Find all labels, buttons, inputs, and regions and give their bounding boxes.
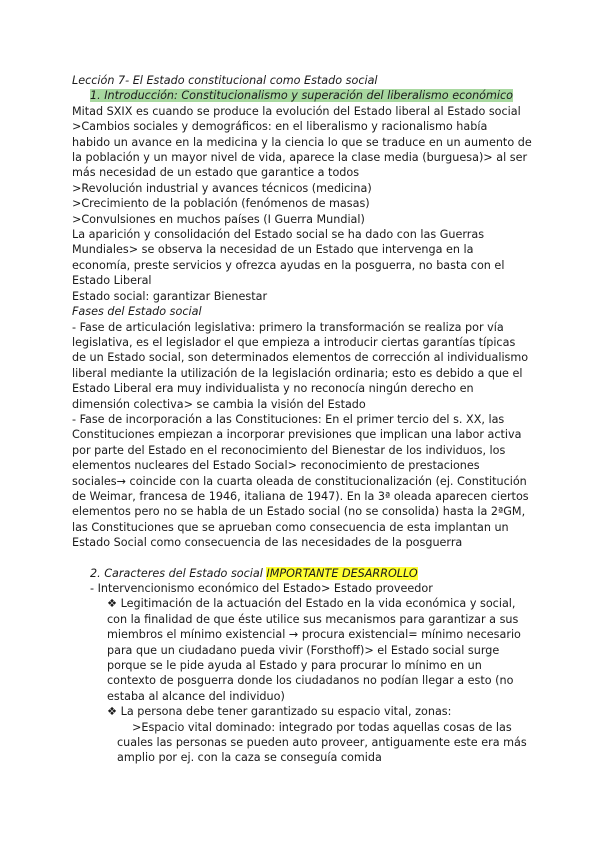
dash-bullet: - [90, 582, 95, 595]
text-line: amplio por ej. con la caza se conseguía comida [117, 751, 382, 765]
text-line: dimensión colectiva> se cambia la visión del Estado [72, 397, 366, 411]
text-line: porque se le pide ayuda al Estado y para procurar lo mínimo en un [107, 659, 482, 673]
text-line: miembros el mínimo existencial → procura existencial= mínimo necesario [107, 628, 521, 642]
text-line: >Crecimiento de la población (fenómenos de masas) [72, 197, 370, 211]
text-line: por parte del Estado en el reconocimiento del Bienestar de los individuos, los [72, 443, 506, 457]
list-item-intervencionismo: - Intervencionismo económico del Estado> Estado proveedor [90, 582, 433, 595]
text-line: elementos nucleares del Estado Social> reconocimiento de prestaciones [72, 459, 480, 473]
text-line: Estado Social como consecuencia de las necesidades de la posguerra [72, 536, 463, 550]
diamond-icon: ❖ [107, 597, 118, 611]
text-line: Mitad SXIX es cuando se produce la evolución del Estado liberal al Estado social [72, 104, 521, 118]
text-line: las Constituciones que se aprueban como consecuencia de esta implantan un [72, 520, 509, 534]
text-line: de Weimar, francesa de 1946, italiana de 1947). En la 3ª oleada aparecen ciertos [72, 489, 529, 503]
text-line: Estado Liberal era muy individualista y no reconocía ningún derecho en [72, 382, 474, 396]
fases-heading: Fases del Estado social [72, 305, 202, 319]
section-1-heading: 1. Introducción: Constitucionalismo y superación del liberalismo económico [90, 89, 514, 103]
text-line: estaba al alcance del individuo) [107, 689, 285, 703]
text-line: con la finalidad de que éste utilice sus mecanismos para garantizar a sus [107, 612, 519, 626]
text-line: >Espacio vital dominado: integrado por todas aquellas cosas de las [132, 720, 512, 734]
text-line: contexto de posguerra donde los ciudadanos no podían llegar a esto (no [107, 674, 514, 688]
text-line: habido un avance en la medicina y la ciencia lo que se traduce en un aumento de [72, 135, 532, 149]
document-page [72, 73, 542, 766]
important-tag: IMPORTANTE DESARROLLO [266, 566, 418, 580]
text-line: Estado Liberal [72, 274, 152, 288]
text-line: economía, preste servicios y ofrezca ayudas en la posguerra, no basta con el [72, 258, 505, 272]
text-line: elementos pero no se habla de un Estado social (no se consolida) hasta la 2ªGM, [72, 505, 526, 519]
text-line: >Convulsiones en muchos países (I Guerra Mundial) [72, 212, 365, 226]
text-line: Mundiales> se observa la necesidad de un Estado que intervenga en la [72, 243, 474, 257]
text-line: >Revolución industrial y avances técnicos (medicina) [72, 181, 372, 195]
text-line: para que un ciudadano pueda vivir (Forsthoff)> el Estado social surge [107, 643, 500, 657]
text-line: - Fase de articulación legislativa: primero la transformación se realiza por vía [72, 320, 504, 334]
text-line: legislativa, es el legislador el que empieza a introducir ciertas garantías típicas [72, 335, 516, 349]
section-2-heading: 2. Caracteres del Estado social IMPORTANTE DESARROLLO [90, 566, 418, 580]
text-line: - Fase de incorporación a las Constituciones: En el primer tercio del s. XX, las [72, 412, 505, 426]
text-line: Estado social: garantizar Bienestar [72, 289, 268, 303]
text-line: más necesidad de un estado que garantice a todos [72, 166, 360, 180]
text-line: sociales→ coincide con la cuarta oleada de constitucionalización (ej. Constitución [72, 474, 527, 488]
paragraph-gap [72, 551, 542, 566]
diamond-item: ❖ La persona debe tener garantizado su espacio vital, zonas: [107, 705, 452, 719]
lesson-title: Lección 7- El Estado constitucional como Estado social [72, 74, 378, 87]
diamond-item: ❖ Legitimación de la actuación del Estado en la vida económica y social, [107, 597, 516, 611]
text-line: >Cambios sociales y demográficos: en el liberalismo y racionalismo había [72, 120, 488, 134]
text-line: La aparición y consolidación del Estado social se ha dado con las Guerras [72, 228, 485, 242]
text-line: cuales las personas se pueden auto proveer, antiguamente este era más [117, 736, 527, 750]
text-line: la población y un mayor nivel de vida, aparece la clase media (burguesa)> al ser [72, 151, 528, 165]
text-line: de un Estado social, son determinados elementos de corrección al individualismo [72, 351, 529, 365]
text-line: liberal mediante la utilización de la legislación ordinaria; esto es debido a que el [72, 366, 523, 380]
diamond-icon: ❖ [107, 705, 118, 719]
text-line: Constituciones empiezan a incorporar previsiones que implican una labor activa [72, 428, 522, 442]
